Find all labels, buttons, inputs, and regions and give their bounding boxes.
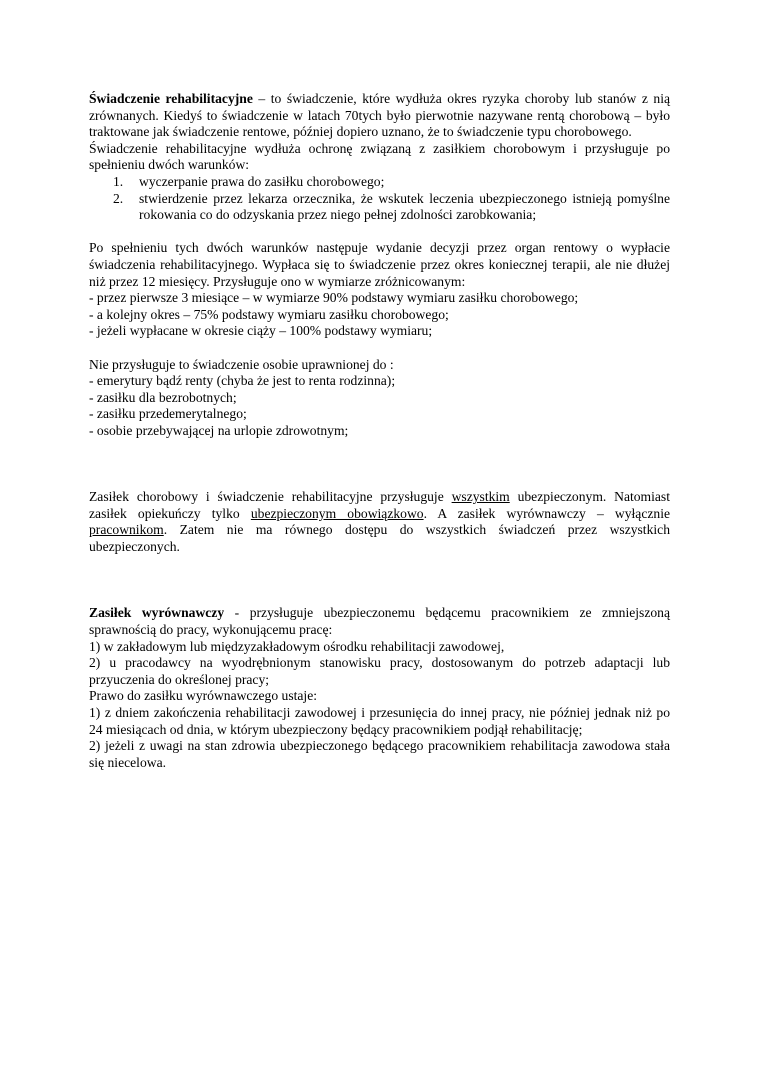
compensatory-expiry-intro: Prawo do zasiłku wyrównawczego ustaje: (89, 688, 318, 704)
benefits-access-paragraph (89, 489, 670, 555)
text-run: . A zasiłek wyrównawczy – wyłącznie (423, 505, 671, 521)
text-run: ubezpieczonym. Natomiast zasiłek opiekuńczy tylko (89, 489, 670, 521)
rehab-benefit-definition (89, 91, 670, 141)
list-number: 1. (113, 173, 124, 189)
list-item: - przez pierwsze 3 miesiące – w wymiarze 90% podstawy wymiaru zasiłku chorobowego; (89, 290, 579, 306)
compensatory-allowance-term: Zasiłek wyrównawczy (89, 605, 225, 621)
text-run: . Zatem nie ma równego dostępu do wszystkich świadczeń przez wszystkich ubezpieczonych. (89, 522, 670, 555)
list-item: 1) w zakładowym lub międzyzakładowym ośrodku rehabilitacji zawodowej, (89, 638, 505, 654)
document-page (89, 91, 670, 771)
paragraph-gap (89, 556, 670, 606)
list-item (89, 191, 670, 224)
rehab-exclusions-intro: Nie przysługuje to świadczenie osobie uprawnionej do : (89, 356, 394, 372)
paragraph-gap (89, 340, 670, 357)
rehab-benefit-term: Świadczenie rehabilitacyjne (89, 91, 253, 106)
rehab-payment-paragraph: Po spełnieniu tych dwóch warunków następuje wydanie decyzji przez organ rentowy o wypłacie świadczenia rehabilitacyjnego. Wypłaca się to świadczenie przez okres koniecznej terapii, ale nie dłużej niż przez 12 miesięcy. Przysługuje ono w wymiarze zróżnicowanym: (89, 240, 670, 289)
list-item: - a kolejny okres – 75% podstawy wymiaru zasiłku chorobowego; (89, 306, 449, 322)
rehab-conditions-intro: Świadczenie rehabilitacyjne wydłuża ochronę związaną z zasiłkiem chorobowym i przysługuje po spełnieniu dwóch warunków: (89, 140, 670, 173)
list-item: - jeżeli wypłacane w okresie ciąży – 100% podstawy wymiaru; (89, 323, 433, 339)
list-item: - osobie przebywającej na urlopie zdrowotnym; (89, 422, 349, 438)
underlined-employees: pracownikom (89, 522, 164, 538)
list-item: 2) jeżeli z uwagi na stan zdrowia ubezpieczonego będącego pracownikiem rehabilitacja zawodowa stała się niecelowa. (89, 738, 670, 770)
rehab-exclusions-list (89, 373, 670, 439)
list-item: 2) u pracodawcy na wyodrębnionym stanowisku pracy, dostosowanym do potrzeb adaptacji lub przyuczenia do określonej pracy; (89, 655, 670, 687)
compensatory-allowance-definition-text: - przysługuje ubezpieczonemu będącemu pracownikiem ze zmniejszoną sprawnością do pracy, wykonującemu pracę: (89, 605, 670, 638)
rehab-benefit-definition-text: – to świadczenie, które wydłuża okres ryzyka choroby lub stanów z nią zrównanych. Kiedyś to świadczenie w latach 70tych było pierwotnie nazywane rentą chorobową – było traktowane jak świadczenie rentowe, później dopiero uznano, że to świadczenie typu chorobowego. (89, 91, 670, 140)
list-item-text: stwierdzenie przez lekarza orzecznika, że wskutek leczenia ubezpieczonego istnieją pomyślne rokowania co do odzyskania przez niego pełnej zdolności zarobkowania; (139, 190, 670, 223)
text-run: Zasiłek chorobowy i świadczenie rehabilitacyjne przysługuje (89, 489, 452, 505)
rehab-payment-levels (89, 290, 670, 340)
rehab-conditions-list (89, 174, 670, 224)
list-item (89, 174, 670, 191)
list-item: - zasiłku przedemerytalnego; (89, 406, 247, 422)
underlined-all-insured: wszystkim (451, 489, 510, 505)
paragraph-gap (89, 224, 670, 241)
list-item: - emerytury bądź renty (chyba że jest to renta rodzinna); (89, 373, 396, 389)
list-item: 1) z dniem zakończenia rehabilitacji zawodowej i przesunięcia do innej pracy, nie później jednak niż po 24 miesiącach od dnia, w którym ubezpieczony będący pracownikiem podjął rehabilitację; (89, 705, 670, 737)
list-number: 2. (113, 190, 124, 206)
paragraph-gap (89, 439, 670, 489)
underlined-mandatory-insured: ubezpieczonym obowiązkowo (250, 505, 424, 521)
list-item: - zasiłku dla bezrobotnych; (89, 389, 237, 405)
list-item-text: wyczerpanie prawa do zasiłku chorobowego; (139, 173, 385, 189)
compensatory-allowance-definition (89, 605, 670, 638)
